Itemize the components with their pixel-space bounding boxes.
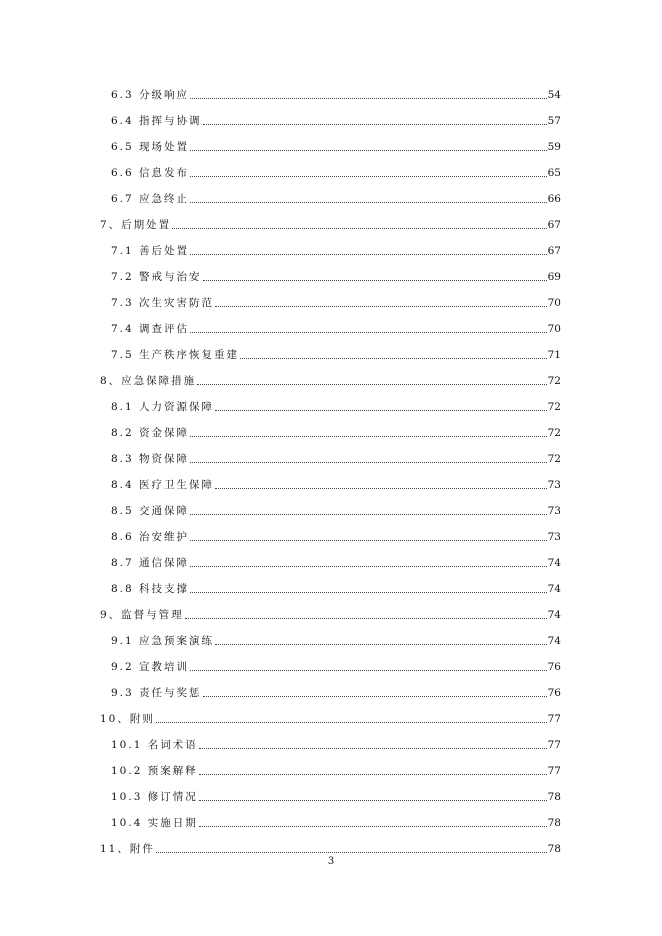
toc-leader-dots [172, 228, 546, 229]
toc-entry-page: 74 [547, 557, 561, 569]
toc-entry-page: 74 [547, 635, 561, 647]
toc-entry-title: 8.3 物资保障 [111, 453, 190, 465]
toc-entry-title: 8.1 人力资源保障 [111, 401, 215, 413]
toc-leader-dots [190, 202, 547, 203]
toc-leader-dots [215, 306, 547, 307]
toc-entry-page: 70 [547, 297, 561, 309]
toc-entry[interactable] [100, 216, 561, 232]
toc-entry-page: 67 [547, 219, 561, 231]
toc-entry[interactable] [111, 112, 561, 128]
toc-entry-title: 10.2 预案解释 [111, 765, 198, 777]
toc-leader-dots [190, 566, 547, 567]
toc-entry[interactable] [111, 138, 561, 154]
toc-entry-page: 69 [547, 271, 561, 283]
toc-entry[interactable] [111, 658, 561, 674]
toc-entry[interactable] [111, 528, 561, 544]
toc-entry-title: 9.2 宣教培训 [111, 661, 190, 673]
toc-leader-dots [203, 280, 547, 281]
toc-entry-title: 6.4 指挥与协调 [111, 115, 202, 127]
toc-entry[interactable] [111, 684, 561, 700]
toc-entry[interactable] [100, 606, 561, 622]
toc-entry-page: 77 [547, 739, 561, 751]
toc-entry-title: 8.7 通信保障 [111, 557, 190, 569]
toc-leader-dots [190, 436, 547, 437]
toc-entry[interactable] [111, 450, 561, 466]
toc-entry-title: 10、附则 [100, 713, 155, 725]
toc-entry-page: 78 [547, 817, 561, 829]
toc-entry-title: 7.5 生产秩序恢复重建 [111, 349, 240, 361]
toc-entry[interactable] [111, 320, 561, 336]
toc-entry-title: 7.2 警戒与治安 [111, 271, 202, 283]
toc-entry-title: 10.3 修订情况 [111, 791, 198, 803]
toc-entry-page: 73 [547, 531, 561, 543]
toc-entry-page: 72 [547, 401, 561, 413]
toc-entry-title: 6.6 信息发布 [111, 167, 190, 179]
toc-entry-title: 7.4 调查评估 [111, 323, 190, 335]
toc-entry[interactable] [100, 372, 561, 388]
toc-entry-page: 72 [547, 427, 561, 439]
toc-leader-dots [156, 722, 547, 723]
toc-entry[interactable] [111, 762, 561, 778]
toc-entry[interactable] [111, 268, 561, 284]
toc-entry-page: 72 [547, 375, 561, 387]
toc-entry-title: 6.3 分级响应 [111, 89, 190, 101]
toc-entry-page: 67 [547, 245, 561, 257]
toc-entry[interactable] [111, 632, 561, 648]
toc-leader-dots [156, 852, 547, 853]
toc-entry[interactable] [111, 554, 561, 570]
toc-entry-page: 77 [547, 713, 561, 725]
toc-entry[interactable] [111, 502, 561, 518]
toc-entry[interactable] [111, 86, 561, 102]
toc-entry-title: 11、附件 [100, 843, 155, 855]
toc-entry-page: 59 [547, 141, 561, 153]
toc-entry-page: 71 [547, 349, 561, 361]
toc-entry-title: 8.6 治安维护 [111, 531, 190, 543]
toc-entry-title: 6.5 现场处置 [111, 141, 190, 153]
toc-leader-dots [215, 410, 547, 411]
toc-entry-title: 7、后期处置 [100, 219, 172, 231]
toc-entry[interactable] [111, 736, 561, 752]
toc-leader-dots [190, 98, 547, 99]
toc-entry[interactable] [111, 346, 561, 362]
toc-entry-page: 66 [547, 193, 561, 205]
toc-entry-title: 7.1 善后处置 [111, 245, 190, 257]
toc-leader-dots [203, 124, 547, 125]
toc-entry-page: 76 [547, 687, 561, 699]
toc-leader-dots [190, 462, 547, 463]
toc-entry-title: 8.2 资金保障 [111, 427, 190, 439]
toc-leader-dots [190, 514, 547, 515]
toc-entry-page: 54 [547, 89, 561, 101]
toc-entry[interactable] [111, 242, 561, 258]
toc-entry-title: 10.1 名词术语 [111, 739, 198, 751]
toc-entry-page: 77 [547, 765, 561, 777]
toc-leader-dots [199, 800, 547, 801]
toc-leader-dots [190, 150, 547, 151]
toc-entry[interactable] [111, 294, 561, 310]
toc-entry-page: 72 [547, 453, 561, 465]
toc-leader-dots [190, 540, 547, 541]
toc-entry-title: 8.5 交通保障 [111, 505, 190, 517]
toc-entry-title: 6.7 应急终止 [111, 193, 190, 205]
toc-entry[interactable] [111, 476, 561, 492]
toc-entry[interactable] [111, 424, 561, 440]
toc-entry-page: 74 [547, 583, 561, 595]
toc-entry-page: 78 [547, 843, 561, 855]
toc-entry[interactable] [111, 580, 561, 596]
toc-leader-dots [190, 176, 547, 177]
toc-entry-page: 65 [547, 167, 561, 179]
toc-entry-title: 9、监督与管理 [100, 609, 184, 621]
toc-entry-page: 74 [547, 609, 561, 621]
toc-leader-dots [197, 384, 546, 385]
toc-entry-page: 70 [547, 323, 561, 335]
toc-entry[interactable] [111, 788, 561, 804]
toc-leader-dots [203, 696, 547, 697]
toc-leader-dots [190, 670, 547, 671]
toc-leader-dots [190, 332, 547, 333]
toc-entry[interactable] [111, 398, 561, 414]
toc-entry-title: 9.1 应急预案演练 [111, 635, 215, 647]
toc-entry[interactable] [111, 164, 561, 180]
toc-leader-dots [190, 592, 547, 593]
toc-leader-dots [185, 618, 547, 619]
toc-entry-title: 7.3 次生灾害防范 [111, 297, 215, 309]
toc-entry-title: 8、应急保障措施 [100, 375, 197, 387]
toc-entry-title: 10.4 实施日期 [111, 817, 198, 829]
toc-entry-page: 73 [547, 479, 561, 491]
toc-leader-dots [215, 644, 547, 645]
toc-leader-dots [190, 254, 547, 255]
toc-leader-dots [215, 488, 547, 489]
toc-entry-title: 9.3 责任与奖惩 [111, 687, 202, 699]
toc-leader-dots [199, 748, 547, 749]
toc-entry[interactable] [100, 710, 561, 726]
toc-entry-page: 57 [547, 115, 561, 127]
toc-entry-page: 73 [547, 505, 561, 517]
toc-entry[interactable] [111, 814, 561, 830]
page-number: 3 [327, 856, 335, 867]
toc-entry[interactable] [100, 840, 561, 856]
toc-leader-dots [240, 358, 547, 359]
toc-leader-dots [199, 774, 547, 775]
toc-entry-page: 78 [547, 791, 561, 803]
toc-entry-title: 8.4 医疗卫生保障 [111, 479, 215, 491]
toc-entry-page: 76 [547, 661, 561, 673]
toc-entry-title: 8.8 科技支撑 [111, 583, 190, 595]
toc-entry[interactable] [111, 190, 561, 206]
toc-leader-dots [199, 826, 547, 827]
